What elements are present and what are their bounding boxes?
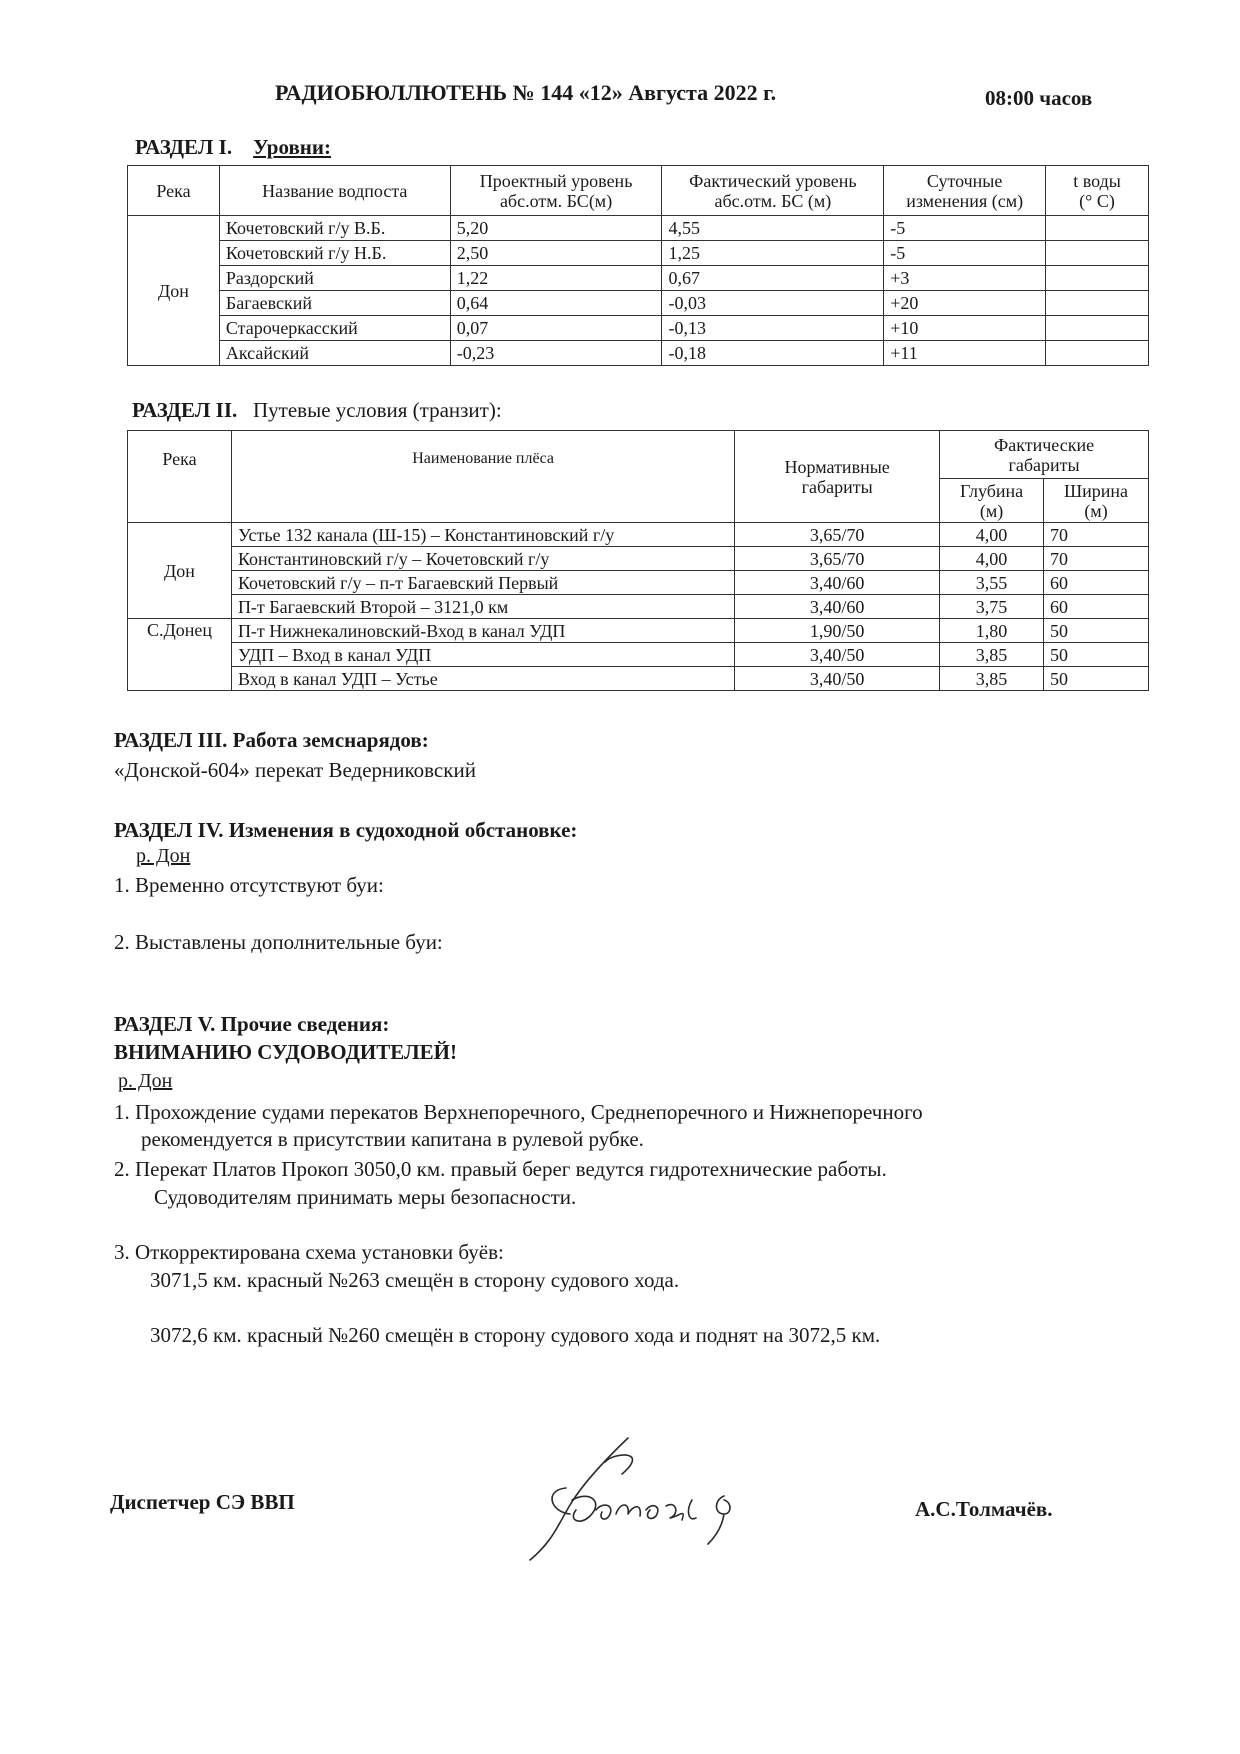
reach-name: УДП – Вход в канал УДП <box>231 643 734 667</box>
table-row <box>128 291 1149 316</box>
dispatcher-role: Диспетчер СЭ ВВП <box>110 1490 295 1514</box>
col-reach-name: Наименование плёса <box>231 431 734 523</box>
actual-depth: 3,75 <box>940 595 1044 619</box>
table-row <box>128 266 1149 291</box>
section3-title: РАЗДЕЛ III. Работа земснарядов: <box>114 728 429 752</box>
levels-table <box>127 165 1149 366</box>
project-level: 5,20 <box>450 216 662 241</box>
table-row <box>128 216 1149 241</box>
table-row <box>128 619 1149 643</box>
col-daily-change: Суточные изменения (см) <box>884 166 1046 216</box>
col-actual: Фактические габариты <box>940 431 1149 479</box>
section1-heading <box>135 135 331 160</box>
reach-name: П-т Багаевский Второй – 3121,0 км <box>231 595 734 619</box>
note1-line2: рекомендуется в присутствии капитана в рулевой рубке. <box>141 1127 644 1151</box>
note2-line2: Судоводителям принимать меры безопасности. <box>154 1185 577 1209</box>
reach-name: Вход в канал УДП – Устье <box>231 667 734 691</box>
actual-depth: 4,00 <box>940 547 1044 571</box>
actual-width: 70 <box>1044 523 1149 547</box>
transit-header-row <box>128 431 1149 479</box>
actual-depth: 1,80 <box>940 619 1044 643</box>
note3-line1: 3. Откорректирована схема установки буёв: <box>114 1240 504 1264</box>
section5-river: р. Дон <box>118 1070 173 1092</box>
water-temp <box>1046 216 1149 241</box>
post-name: Раздорский <box>219 266 450 291</box>
section4-item1: 1. Временно отсутствуют буи: <box>114 873 384 897</box>
dispatcher-name: А.С.Толмачёв. <box>915 1497 1053 1521</box>
actual-depth: 3,85 <box>940 643 1044 667</box>
note3-line2: 3071,5 км. красный №263 смещён в сторону судового хода. <box>150 1268 680 1292</box>
water-temp <box>1046 266 1149 291</box>
section1-title: Уровни: <box>253 135 331 159</box>
col-depth: Глубина (м) <box>940 479 1044 523</box>
normative-dims: 3,65/70 <box>735 547 940 571</box>
water-temp <box>1046 291 1149 316</box>
actual-width: 50 <box>1044 667 1149 691</box>
note3-line3: 3072,6 км. красный №260 смещён в сторону судового хода и поднят на 3072,5 км. <box>150 1323 881 1347</box>
normative-dims: 1,90/50 <box>735 619 940 643</box>
post-name: Кочетовский г/у Н.Б. <box>219 241 450 266</box>
daily-change: -5 <box>884 241 1046 266</box>
table-row <box>128 667 1149 691</box>
section4-title: РАЗДЕЛ IV. Изменения в судоходной обстановке: <box>114 818 578 842</box>
river-cell: Дон <box>128 216 220 366</box>
project-level: -0,23 <box>450 341 662 366</box>
actual-depth: 4,00 <box>940 523 1044 547</box>
table-row <box>128 547 1149 571</box>
table-row <box>128 316 1149 341</box>
daily-change: +3 <box>884 266 1046 291</box>
post-name: Аксайский <box>219 341 450 366</box>
reach-name: Константиновский г/у – Кочетовский г/у <box>231 547 734 571</box>
post-name: Кочетовский г/у В.Б. <box>219 216 450 241</box>
actual-level: -0,13 <box>662 316 884 341</box>
section2-label: РАЗДЕЛ II. <box>132 398 238 422</box>
actual-width: 50 <box>1044 619 1149 643</box>
normative-dims: 3,40/60 <box>735 571 940 595</box>
daily-change: -5 <box>884 216 1046 241</box>
table-row <box>128 571 1149 595</box>
transit-table <box>127 430 1149 691</box>
post-name: Багаевский <box>219 291 450 316</box>
actual-width: 60 <box>1044 571 1149 595</box>
normative-dims: 3,40/50 <box>735 667 940 691</box>
actual-level: 0,67 <box>662 266 884 291</box>
section4-river: р. Дон <box>136 845 191 867</box>
daily-change: +20 <box>884 291 1046 316</box>
normative-dims: 3,40/50 <box>735 643 940 667</box>
normative-dims: 3,65/70 <box>735 523 940 547</box>
reach-name: Устье 132 канала (Ш-15) – Константиновский г/у <box>231 523 734 547</box>
actual-width: 60 <box>1044 595 1149 619</box>
reach-name: Кочетовский г/у – п-т Багаевский Первый <box>231 571 734 595</box>
actual-depth: 3,55 <box>940 571 1044 595</box>
actual-level: -0,03 <box>662 291 884 316</box>
table-row <box>128 595 1149 619</box>
col-river: Река <box>128 431 232 523</box>
col-normative: Нормативные габариты <box>735 431 940 523</box>
daily-change: +11 <box>884 341 1046 366</box>
note2-line1: 2. Перекат Платов Прокоп 3050,0 км. правый берег ведутся гидротехнические работы. <box>114 1157 887 1181</box>
col-post-name: Название водпоста <box>219 166 450 216</box>
water-temp <box>1046 241 1149 266</box>
normative-dims: 3,40/60 <box>735 595 940 619</box>
water-temp <box>1046 341 1149 366</box>
col-river: Река <box>128 166 220 216</box>
table-row <box>128 241 1149 266</box>
attention-heading: ВНИМАНИЮ СУДОВОДИТЕЛЕЙ! <box>114 1040 457 1064</box>
section5-title: РАЗДЕЛ V. Прочие сведения: <box>114 1012 390 1036</box>
river-cell: Дон <box>128 523 232 619</box>
actual-width: 70 <box>1044 547 1149 571</box>
section1-label: РАЗДЕЛ I. <box>135 135 233 159</box>
actual-level: -0,18 <box>662 341 884 366</box>
project-level: 2,50 <box>450 241 662 266</box>
reach-name: П-т Нижнекалиновский-Вход в канал УДП <box>231 619 734 643</box>
section2-heading <box>132 398 502 423</box>
table-row <box>128 341 1149 366</box>
project-level: 1,22 <box>450 266 662 291</box>
post-name: Старочеркасский <box>219 316 450 341</box>
actual-depth: 3,85 <box>940 667 1044 691</box>
table-row <box>128 523 1149 547</box>
levels-header-row <box>128 166 1149 216</box>
river-cell: С.Донец <box>128 619 232 691</box>
bulletin-time: 08:00 часов <box>985 86 1093 110</box>
water-temp <box>1046 316 1149 341</box>
actual-width: 50 <box>1044 643 1149 667</box>
section3-text: «Донской-604» перекат Ведерниковский <box>114 758 476 782</box>
signature-image <box>510 1430 770 1570</box>
col-water-temp: t воды (° C) <box>1046 166 1149 216</box>
bulletin-title: РАДИОБЮЛЛЮТЕНЬ № 144 «12» Августа 2022 г. <box>275 80 777 105</box>
actual-level: 1,25 <box>662 241 884 266</box>
col-width: Ширина (м) <box>1044 479 1149 523</box>
actual-level: 4,55 <box>662 216 884 241</box>
daily-change: +10 <box>884 316 1046 341</box>
note1-line1: 1. Прохождение судами перекатов Верхнепоречного, Среднепоречного и Нижнепоречного <box>114 1100 923 1124</box>
col-actual-level: Фактический уровень абс.отм. БС (м) <box>662 166 884 216</box>
table-row <box>128 643 1149 667</box>
col-project-level: Проектный уровень абс.отм. БС(м) <box>450 166 662 216</box>
project-level: 0,07 <box>450 316 662 341</box>
section2-title: Путевые условия (транзит): <box>253 398 502 422</box>
section4-item2: 2. Выставлены дополнительные буи: <box>114 930 443 954</box>
project-level: 0,64 <box>450 291 662 316</box>
